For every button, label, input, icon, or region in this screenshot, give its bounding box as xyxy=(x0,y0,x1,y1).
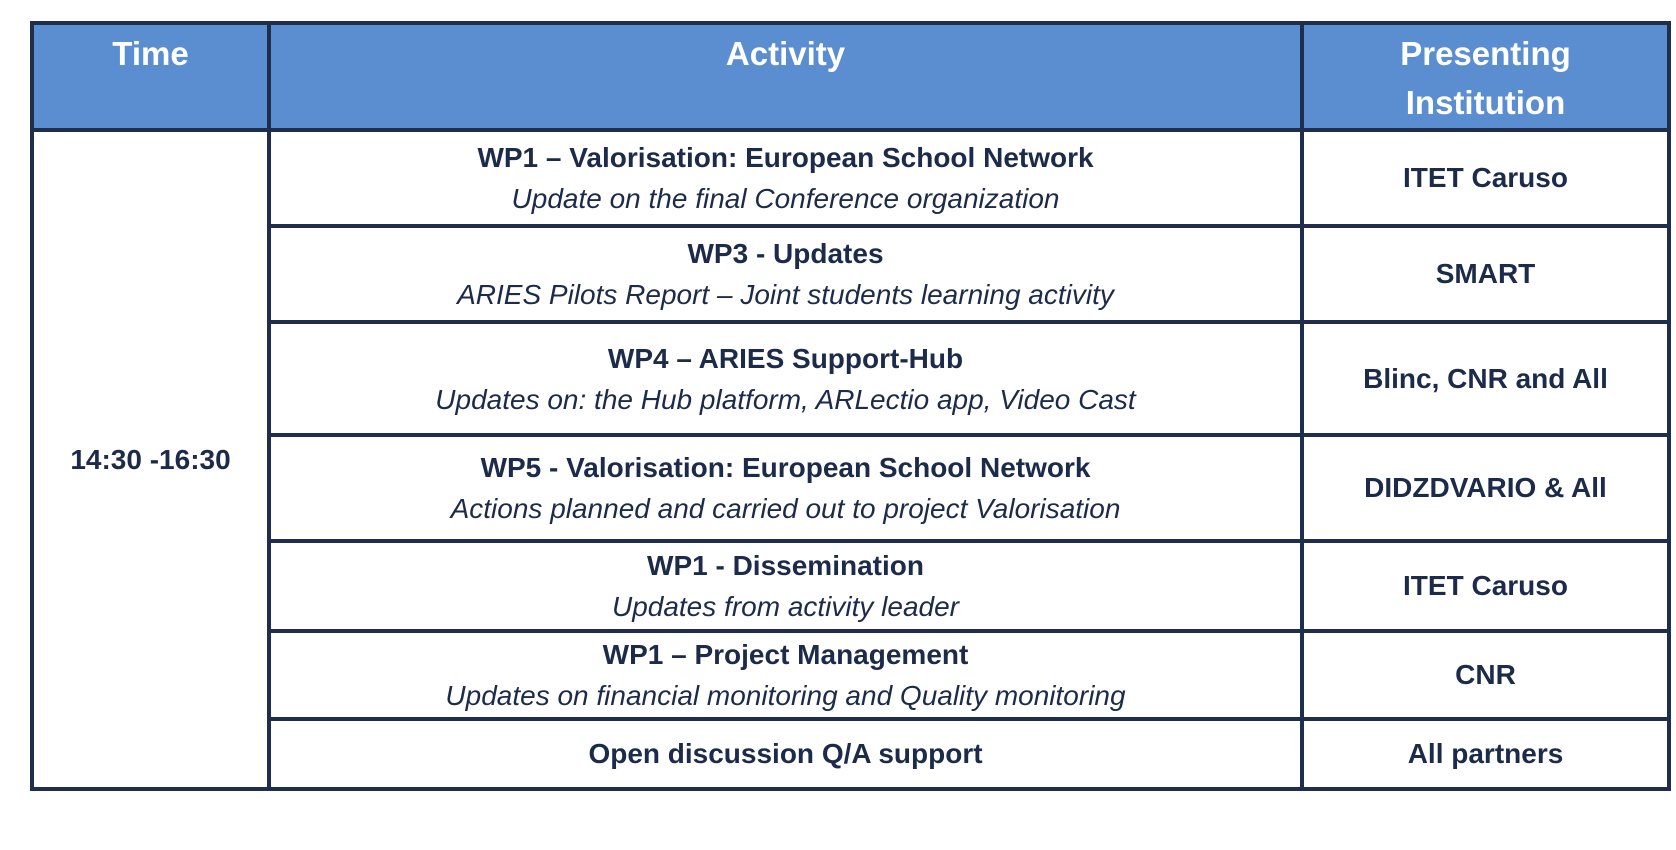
activity-title: WP5 - Valorisation: European School Network xyxy=(480,452,1091,483)
institution-cell: Blinc, CNR and All xyxy=(1302,322,1669,435)
header-row xyxy=(32,23,1669,130)
activity-title: WP1 – Valorisation: European School Network xyxy=(477,142,1094,173)
institution-cell: ITET Caruso xyxy=(1302,541,1669,631)
table-row xyxy=(32,322,1669,435)
table-row xyxy=(32,631,1669,719)
activity-subtitle: ARIES Pilots Report – Joint students learning activity xyxy=(457,279,1114,310)
activity-subtitle: Update on the final Conference organization xyxy=(511,183,1060,214)
institution-cell: ITET Caruso xyxy=(1302,130,1669,226)
activity-column-header: Activity xyxy=(269,23,1302,130)
table-row xyxy=(32,541,1669,631)
activity-cell xyxy=(269,719,1302,789)
table-header xyxy=(32,23,1669,130)
activity-subtitle: Updates on: the Hub platform, ARLectio app, Video Cast xyxy=(435,383,1136,415)
table-row xyxy=(32,130,1669,226)
agenda-table xyxy=(30,21,1671,791)
activity-title: Open discussion Q/A support xyxy=(588,738,983,769)
institution-column-header: Presenting Institution xyxy=(1302,23,1669,130)
activity-title: WP4 – ARIES Support-Hub xyxy=(607,342,964,374)
table-row xyxy=(32,719,1669,789)
activity-cell xyxy=(269,435,1302,541)
activity-subtitle: Updates on financial monitoring and Quality monitoring xyxy=(445,680,1126,711)
time-slot-cell: 14:30 -16:30 xyxy=(32,130,269,789)
table-row xyxy=(32,226,1669,322)
institution-cell: DIDZDVARIO & All xyxy=(1302,435,1669,541)
activity-title: WP3 - Updates xyxy=(687,238,884,269)
activity-cell xyxy=(269,130,1302,226)
activity-subtitle: Actions planned and carried out to project Valorisation xyxy=(450,493,1121,524)
time-column-header: Time xyxy=(32,23,269,130)
table-body xyxy=(32,130,1669,789)
institution-cell: SMART xyxy=(1302,226,1669,322)
activity-cell xyxy=(269,226,1302,322)
activity-subtitle: Updates from activity leader xyxy=(611,591,960,622)
institution-cell: All partners xyxy=(1302,719,1669,789)
activity-cell xyxy=(269,631,1302,719)
activity-cell xyxy=(269,541,1302,631)
institution-cell: CNR xyxy=(1302,631,1669,719)
activity-title: WP1 - Dissemination xyxy=(647,550,924,581)
activity-title: WP1 – Project Management xyxy=(602,639,969,670)
table-row xyxy=(32,435,1669,541)
activity-cell xyxy=(269,322,1302,435)
